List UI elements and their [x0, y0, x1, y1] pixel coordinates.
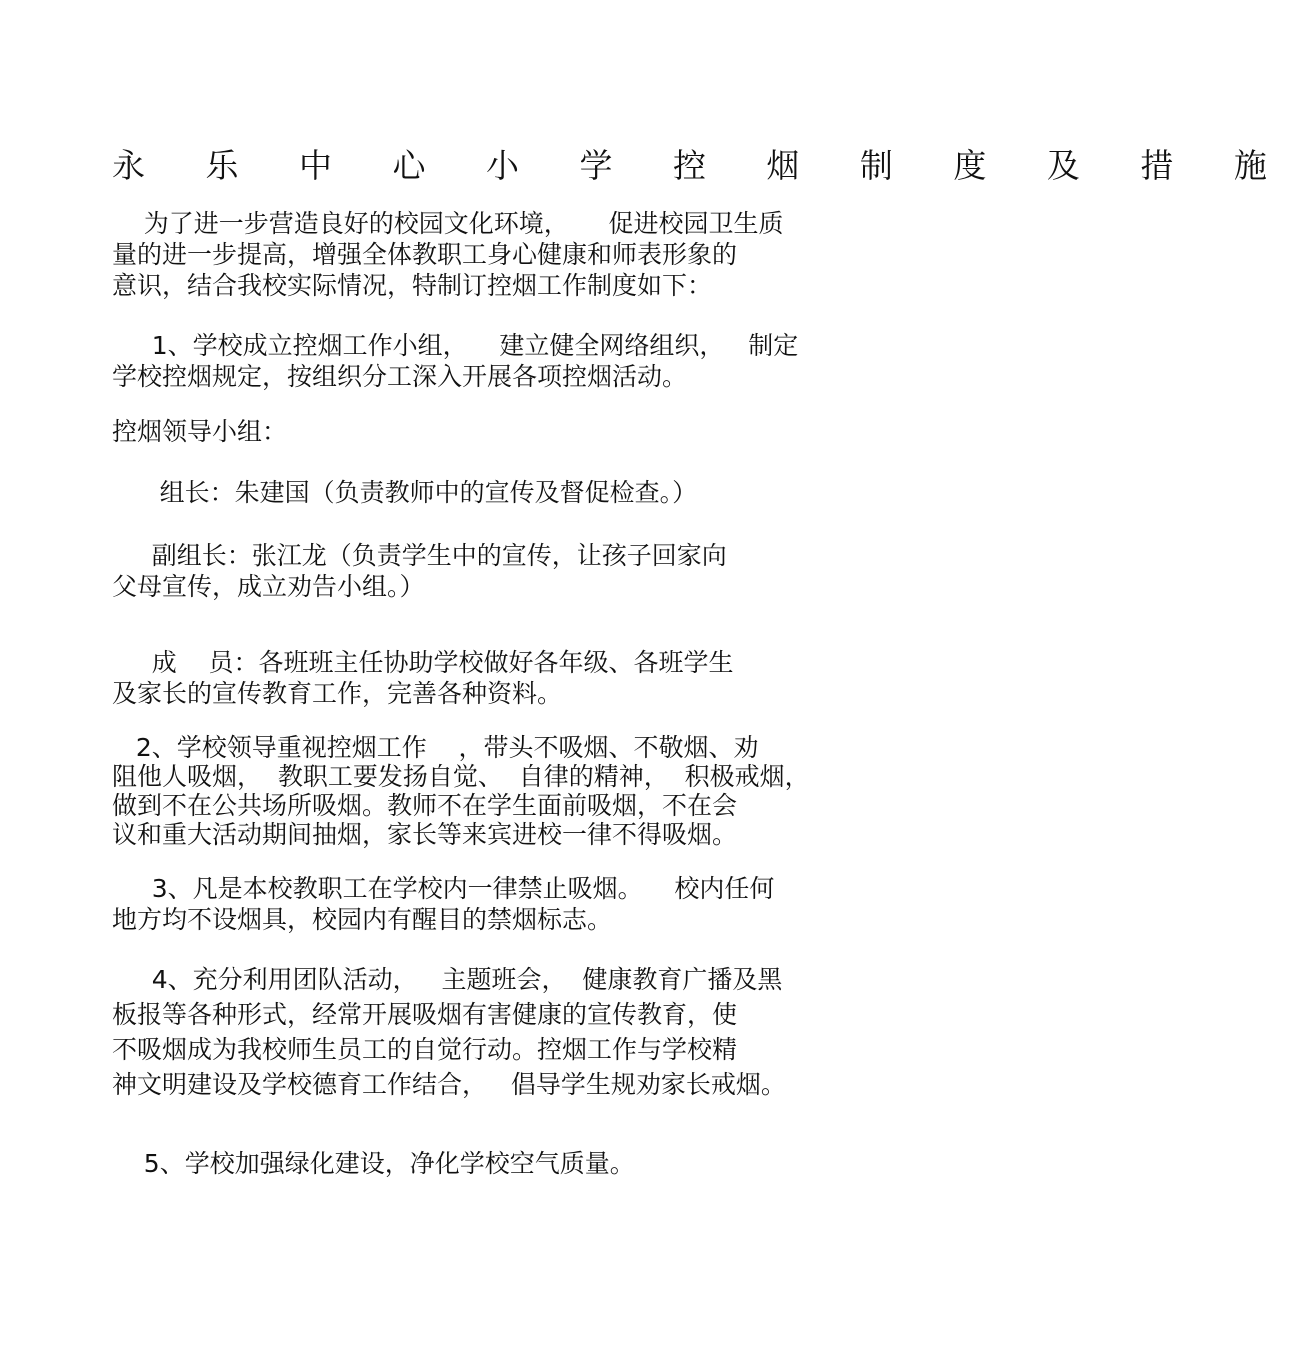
leadership-heading-text: 控烟领导小组：	[112, 417, 288, 446]
members-line: 成 员：各班班主任协助学校做好各年级、各班学生	[112, 648, 734, 677]
item-2-line: 2、学校领导重视控烟工作 ，带头不吸烟、不敬烟、劝	[112, 733, 759, 762]
item-4-line: 神文明建设及学校德育工作结合， 倡导学生规劝家长戒烟。	[112, 1070, 786, 1099]
item-3-paragraph	[112, 873, 842, 935]
item-1-line: 学校控烟规定，按组织分工深入开展各项控烟活动。	[112, 362, 688, 391]
item-1-paragraph	[112, 330, 842, 392]
members-line: 及家长的宣传教育工作，完善各种资料。	[112, 679, 563, 708]
deputy-line: 副组长：张江龙（负责学生中的宣传，让孩子回家向	[112, 541, 727, 570]
item-3-line: 地方均不设烟具，校园内有醒目的禁烟标志。	[112, 905, 613, 934]
intro-line: 意识，结合我校实际情况，特制订控烟工作制度如下：	[112, 271, 713, 300]
document-title: 永 乐 中 心 小 学 控 烟 制 度 及 措 施	[112, 146, 1292, 185]
item-1-line: 1、学校成立控烟工作小组， 建立健全网络组织， 制定	[112, 331, 799, 360]
item-2-line: 议和重大活动期间抽烟，家长等来宾进校一律不得吸烟。	[112, 820, 738, 849]
item-3-line: 3、凡是本校教职工在学校内一律禁止吸烟。 校内任何	[112, 874, 775, 903]
members-paragraph	[112, 647, 842, 709]
intro-paragraph	[112, 208, 842, 301]
item-2-paragraph	[112, 733, 842, 849]
leader-paragraph	[112, 477, 842, 508]
intro-line: 量的进一步提高，增强全体教职工身心健康和师表形象的	[112, 240, 738, 269]
intro-line: 为了进一步营造良好的校园文化环境， 促进校园卫生质	[112, 209, 784, 238]
deputy-line: 父母宣传，成立劝告小组。）	[112, 572, 425, 601]
leader-line: 组长：朱建国（负责教师中的宣传及督促检查。）	[112, 478, 698, 507]
item-4-line: 板报等各种形式，经常开展吸烟有害健康的宣传教育，使	[112, 1000, 738, 1029]
item-2-line: 做到不在公共场所吸烟。教师不在学生面前吸烟，不在会	[112, 791, 738, 820]
item-5-paragraph	[112, 1148, 842, 1179]
deputy-paragraph	[112, 540, 842, 602]
item-4-line: 4、充分利用团队活动， 主题班会， 健康教育广播及黑	[112, 965, 783, 994]
item-5-line: 5、学校加强绿化建设，净化学校空气质量。	[112, 1149, 635, 1178]
item-4-line: 不吸烟成为我校师生员工的自觉行动。控烟工作与学校精	[112, 1035, 738, 1064]
leadership-heading	[112, 416, 842, 447]
item-4-paragraph	[112, 962, 842, 1102]
item-2-line: 阻他人吸烟， 教职工要发扬自觉、 自律的精神， 积极戒烟，	[112, 762, 810, 791]
